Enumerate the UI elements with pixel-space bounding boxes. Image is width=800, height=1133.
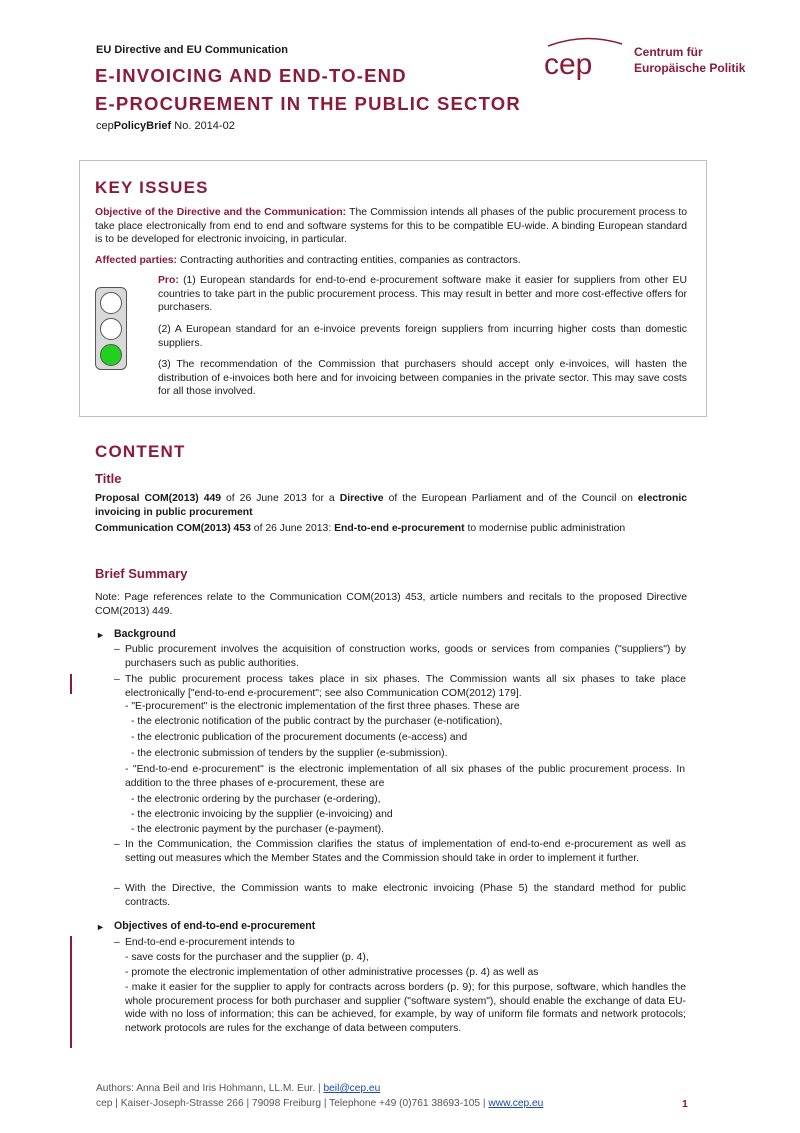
pro-point-2: (2) A European standard for an e-invoice prevents foreign suppliers from incurring higher costs than domestic suppliers. <box>158 324 687 349</box>
title-communication: Communication COM(2013) 453 of 26 June 2013: End-to-end e-procurement to modernise public administration <box>95 523 626 534</box>
traffic-light-icon <box>95 287 127 370</box>
list-item: – With the Directive, the Commission wants to make electronic invoicing (Phase 5) the standard method for public contracts. <box>114 883 686 908</box>
document-title-line2: E-PROCUREMENT IN THE PUBLIC SECTOR <box>95 93 521 114</box>
change-bar <box>70 936 72 1048</box>
brief-summary-subheading: Brief Summary <box>95 566 188 581</box>
list-item: – Public procurement involves the acquisition of construction works, goods or services from companies ("suppliers") by purchasers such as public authorities. <box>114 644 686 669</box>
title-subheading: Title <box>95 471 122 486</box>
affected-parties-paragraph: Affected parties: Contracting authorities and contracting entities, companies as contractors. <box>95 255 521 266</box>
cep-logo <box>540 36 760 84</box>
list-subitem: - the electronic invoicing by the supplier (e-invoicing) and <box>131 809 393 820</box>
list-subitem: - promote the electronic implementation of other administrative processes (p. 4) as well as <box>125 967 539 978</box>
logo-name: Centrum für Europäische Politik <box>634 45 746 75</box>
author-email-link[interactable]: beil@cep.eu <box>323 1083 381 1094</box>
cep-logo-mark <box>540 36 630 84</box>
pro-point-1: Pro: (1) European standards for end-to-end e-procurement software make it easier for suppliers from other EU countries to take part in the public procurement process. This may result in better and more cost-effective offers for purchasers. <box>158 275 687 313</box>
list-subitem: - "E-procurement" is the electronic implementation of the first three phases. These are <box>125 701 520 712</box>
list-subitem: - make it easier for the supplier to apply for contracts across borders (p. 9); for this purpose, software, which handles the whole procurement process for both purchaser and supplier ("software system"), should enable the exchange of data EU-wide with no loss of information; this can be achieved, for example, by way of uniform file formats and network protocols; network protocols are rules for the exchange of data between computers. <box>125 982 686 1034</box>
policy-brief-number: cepPolicyBrief No. 2014-02 <box>96 120 235 132</box>
svg-text:cep: cep <box>544 48 593 81</box>
key-issues-heading: KEY ISSUES <box>95 178 209 197</box>
objectives-heading: Objectives of end-to-end e-procurement <box>114 920 316 932</box>
background-heading: Background <box>114 628 176 640</box>
footer-address: cep | Kaiser-Joseph-Strasse 266 | 79098 Freiburg | Telephone +49 (0)761 38693-105 | www.cep.eu <box>96 1098 544 1109</box>
title-proposal: Proposal COM(2013) 449 of 26 June 2013 for a Directive of the European Parliament and of the Council on electronic invoicing in public procurement <box>95 493 687 518</box>
list-subitem: - "End-to-end e-procurement" is the electronic implementation of all six phases of the public procurement process. In addition to the three phases of e-procurement, these are <box>125 764 685 789</box>
summary-note: Note: Page references relate to the Communication COM(2013) 453, article numbers and recitals to the proposed Directive COM(2013) 449. <box>95 592 687 617</box>
list-item: – In the Communication, the Commission clarifies the status of implementation of end-to-end e-procurement as well as setting out measures which the Member States and the Commission should take in order to implement it further. <box>114 839 686 864</box>
change-bar <box>70 674 72 694</box>
document-title-line1: E-INVOICING AND END-TO-END <box>95 65 407 86</box>
document-kicker: EU Directive and EU Communication <box>96 44 288 56</box>
list-item: – The public procurement process takes place in six phases. The Commission wants all six phases to take place electronically ["end-to-end e-procurement"; see also Communication COM(2012) 179]. <box>114 674 686 699</box>
list-subitem: - the electronic payment by the purchaser (e-payment). <box>131 824 384 835</box>
list-subitem: - the electronic ordering by the purchaser (e-ordering), <box>131 794 381 805</box>
content-heading: CONTENT <box>95 442 186 461</box>
website-link[interactable]: www.cep.eu <box>488 1098 544 1109</box>
bullet-icon: ► <box>96 630 105 640</box>
traffic-light-amber-lamp <box>100 318 122 340</box>
pro-point-3: (3) The recommendation of the Commission that purchasers should accept only e-invoices, will hasten the distribution of e-invoices both here and for invoicing between companies in the private sector. This may save costs for all those involved. <box>158 359 687 397</box>
list-subitem: - save costs for the purchaser and the supplier (p. 4), <box>125 952 369 963</box>
list-subitem: - the electronic submission of tenders by the supplier (e-submission). <box>131 748 448 759</box>
bullet-icon: ► <box>96 922 105 932</box>
list-subitem: - the electronic notification of the public contract by the purchaser (e-notification), <box>131 716 503 727</box>
list-item: – End-to-end e-procurement intends to <box>114 937 295 948</box>
list-subitem: - the electronic publication of the procurement documents (e-access) and <box>131 732 468 743</box>
traffic-light-red-lamp <box>100 292 122 314</box>
objective-paragraph: Objective of the Directive and the Communication: The Commission intends all phases of the public procurement process to take place electronically from end to end and software systems for this to be compatible EU-wide. A binding European standard is to be developed for electronic invoicing, in particular. <box>95 207 687 245</box>
traffic-light-green-lamp <box>100 344 122 366</box>
page-number: 1 <box>682 1098 688 1110</box>
footer-authors: Authors: Anna Beil and Iris Hohmann, LL.M. Eur. | beil@cep.eu <box>96 1083 381 1094</box>
